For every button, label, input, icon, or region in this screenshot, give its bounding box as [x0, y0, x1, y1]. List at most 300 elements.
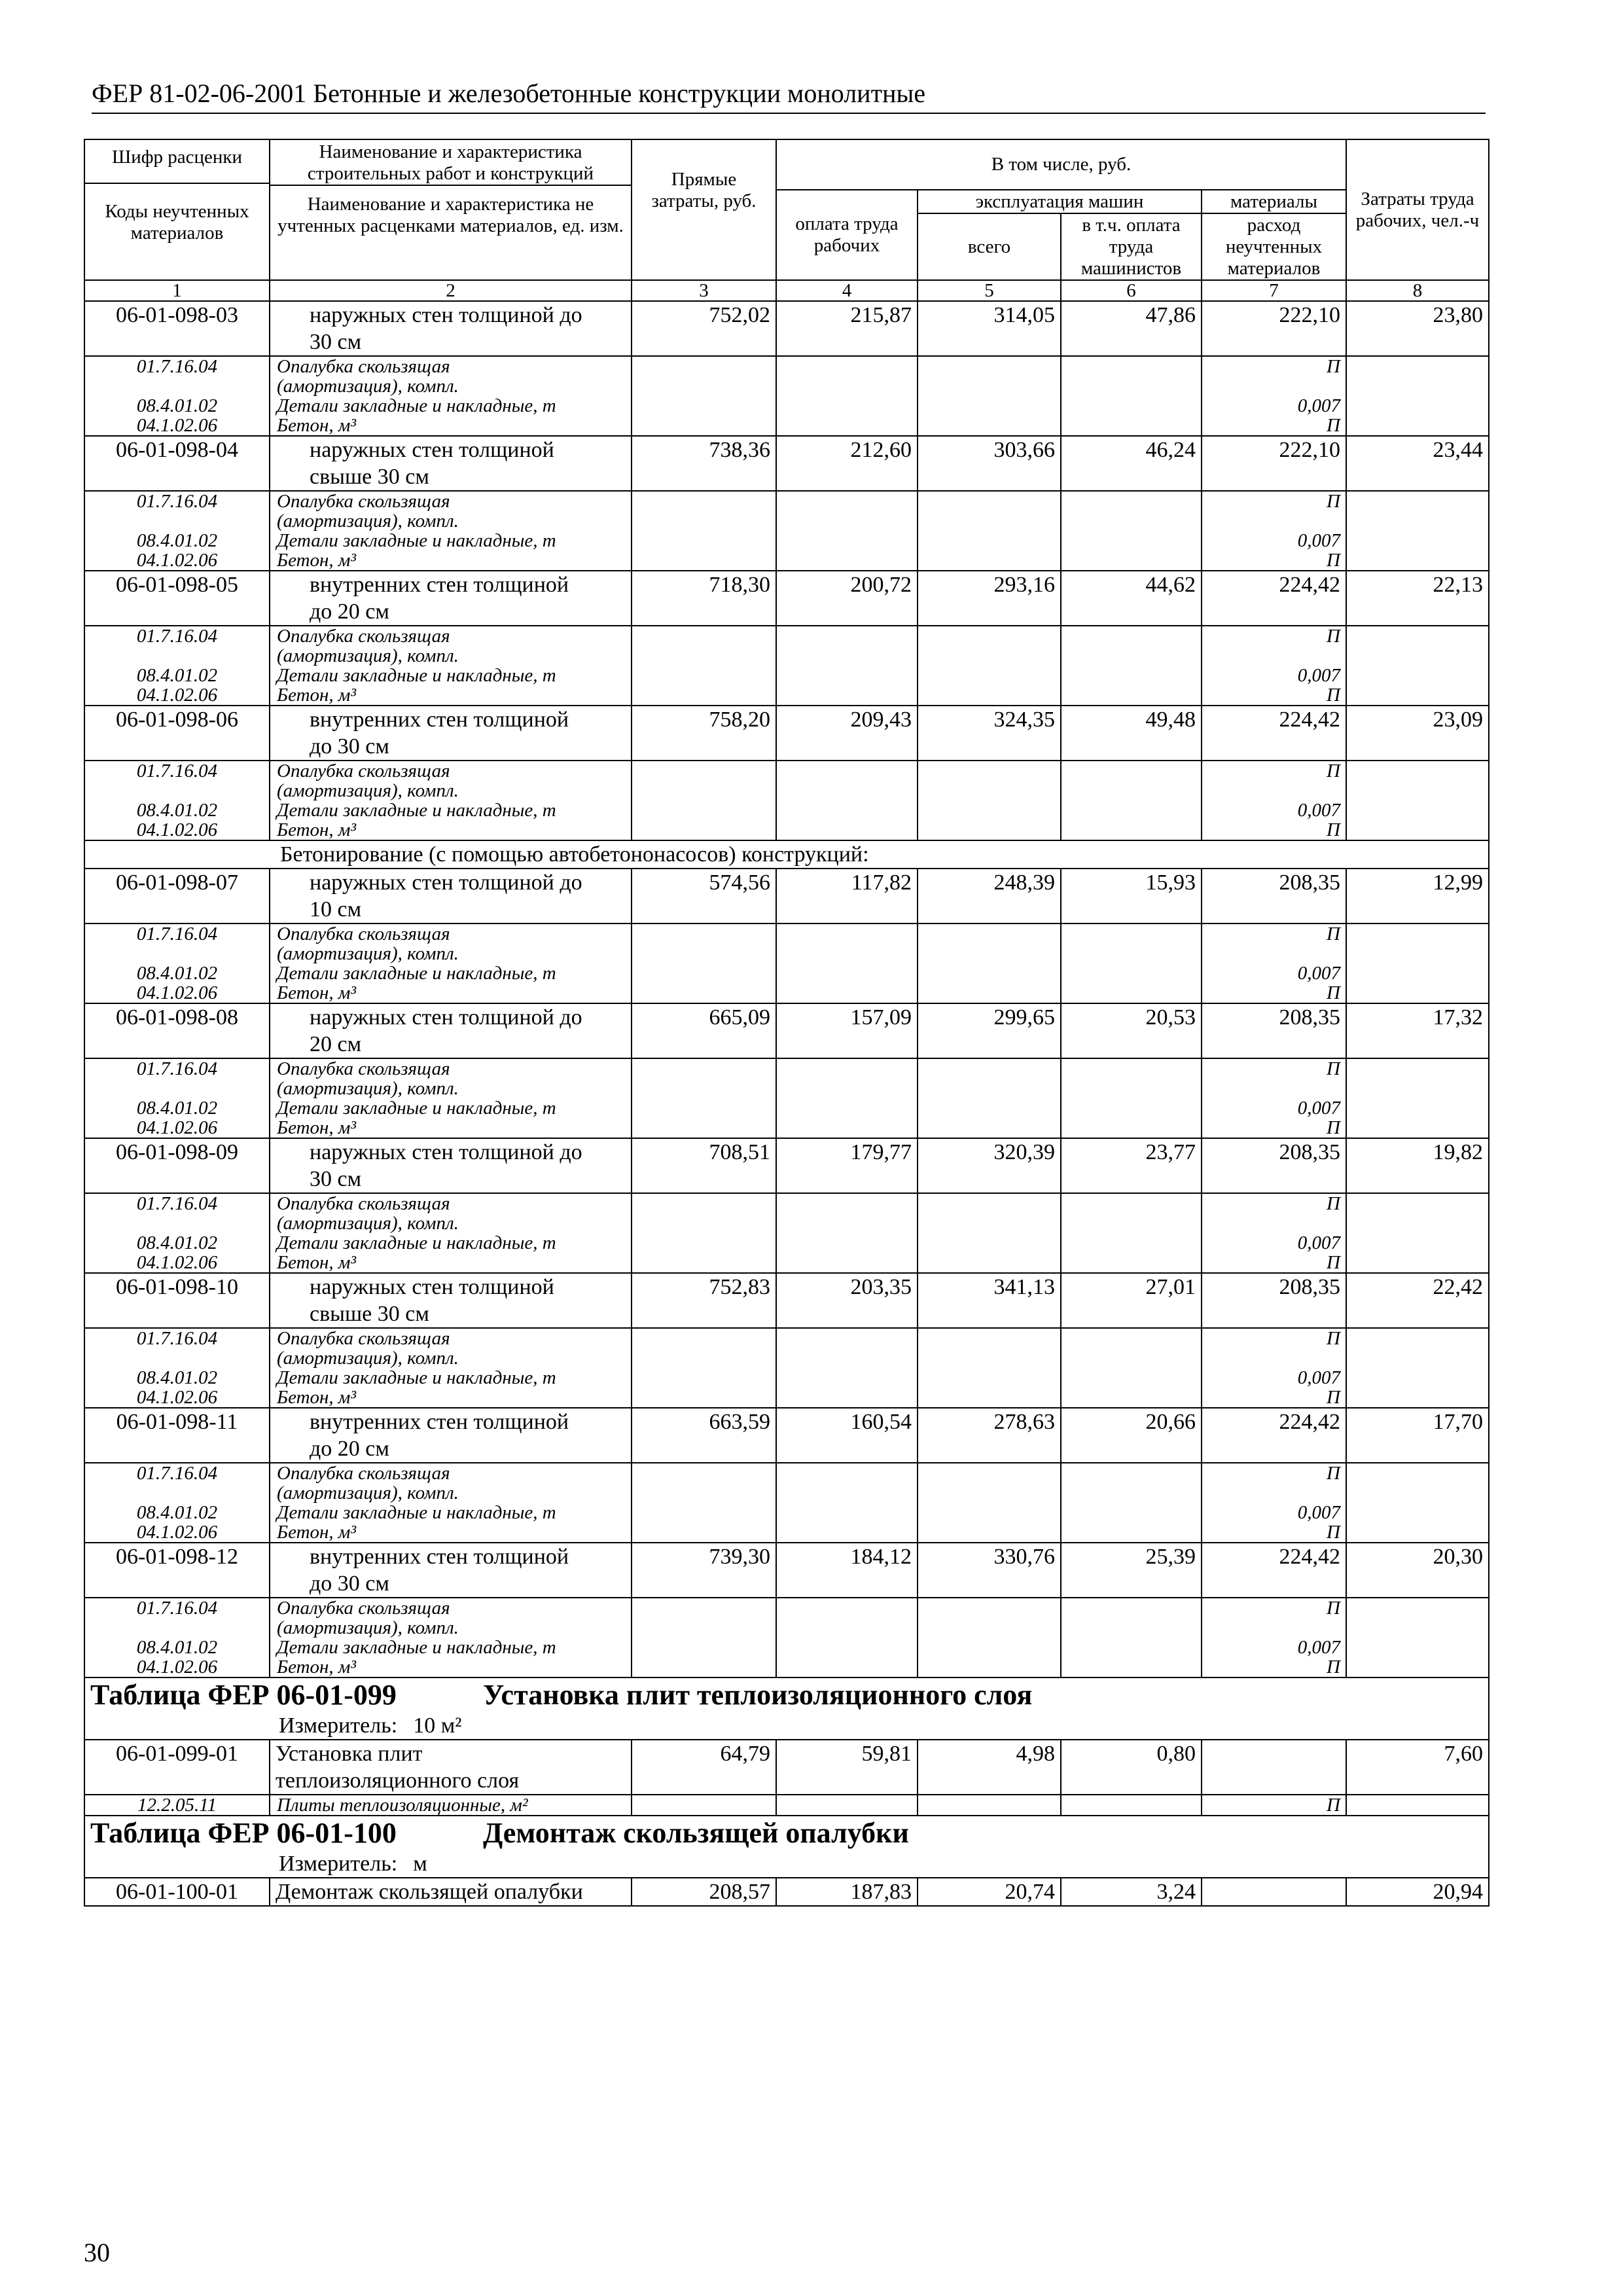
rate-direct: 758,20 [632, 706, 776, 761]
empty-cell [918, 1657, 1061, 1677]
empty-cell [632, 1795, 776, 1816]
rate-row [84, 1138, 1489, 1193]
material-name [270, 820, 632, 840]
material-code: 08.4.01.02 [84, 800, 270, 820]
material-row [84, 1795, 1489, 1816]
empty-cell [632, 1503, 776, 1522]
material-code: 04.1.02.06 [84, 685, 270, 706]
rate-name-line: теплоизоляционного слоя [276, 1768, 520, 1793]
empty-cell [632, 685, 776, 706]
material-name [270, 491, 632, 531]
empty-cell [918, 531, 1061, 550]
material-row [84, 1522, 1489, 1543]
empty-cell [918, 626, 1061, 666]
empty-cell [632, 1463, 776, 1503]
measure-unit [84, 1850, 1489, 1878]
rate-labor: 157,09 [776, 1003, 918, 1058]
empty-cell [632, 1328, 776, 1368]
material-usage: П [1202, 820, 1346, 840]
material-usage: 0,007 [1202, 1368, 1346, 1388]
material-usage-value: П [1327, 1328, 1340, 1349]
material-usage-value: П [1327, 1598, 1340, 1619]
material-name [270, 963, 632, 983]
material-name-line: Опалубка скользящая [277, 1193, 450, 1214]
empty-cell [1346, 1388, 1489, 1408]
rate-direct: 739,30 [632, 1543, 776, 1598]
empty-cell [776, 1463, 918, 1503]
table-title [84, 1677, 1489, 1712]
rate-mach: 20,74 [918, 1878, 1061, 1906]
material-row [84, 983, 1489, 1003]
material-row [84, 685, 1489, 706]
rate-name-line: внутренних стен толщиной [310, 708, 569, 732]
empty-cell [632, 1233, 776, 1253]
rate-row [84, 571, 1489, 626]
material-row [84, 1638, 1489, 1657]
empty-cell [1061, 1193, 1202, 1233]
material-usage [1202, 1058, 1346, 1098]
rate-mach-labor: 3,24 [1061, 1878, 1202, 1906]
material-name-line: Бетон, м³ [277, 1388, 357, 1408]
material-name [270, 924, 632, 963]
empty-cell [632, 356, 776, 396]
rate-mat: 208,35 [1202, 1003, 1346, 1058]
empty-cell [632, 1522, 776, 1543]
rate-row [84, 869, 1489, 924]
empty-cell [776, 924, 918, 963]
material-code: 01.7.16.04 [84, 626, 270, 666]
empty-cell [1346, 416, 1489, 436]
rate-row [84, 436, 1489, 491]
rate-labor: 184,12 [776, 1543, 918, 1598]
rate-mat: 208,35 [1202, 1273, 1346, 1328]
empty-cell [1346, 1598, 1489, 1638]
material-name-line: (амортизация), компл. [277, 1482, 459, 1503]
rate-row [84, 1740, 1489, 1795]
material-row [84, 626, 1489, 666]
empty-cell [632, 1058, 776, 1098]
header-cell-name [270, 139, 632, 280]
material-name [270, 626, 632, 666]
empty-cell [632, 416, 776, 436]
material-name [270, 1233, 632, 1253]
table-label: Таблица ФЕР 06-01-100 [90, 1817, 397, 1849]
empty-cell [632, 983, 776, 1003]
material-name [270, 1598, 632, 1638]
rate-direct: 663,59 [632, 1408, 776, 1463]
rate-hours: 17,32 [1346, 1003, 1489, 1058]
material-name-line: Опалубка скользящая [277, 924, 450, 944]
header-labor: оплата труда рабочих [776, 190, 918, 280]
rate-name-line: до 20 см [310, 600, 389, 624]
empty-cell [776, 666, 918, 685]
material-name-line: (амортизация), компл. [277, 943, 459, 963]
material-usage-value: П [1327, 1463, 1340, 1484]
empty-cell [776, 1598, 918, 1638]
material-usage: П [1202, 1795, 1346, 1816]
material-usage: 0,007 [1202, 531, 1346, 550]
empty-cell [776, 685, 918, 706]
rate-mat [1202, 1740, 1346, 1795]
material-row [84, 1657, 1489, 1677]
empty-cell [1346, 983, 1489, 1003]
material-name [270, 1522, 632, 1543]
material-row [84, 416, 1489, 436]
empty-cell [776, 1388, 918, 1408]
column-numbers-row [84, 280, 1489, 301]
column-number: 6 [1061, 280, 1202, 301]
rate-hours: 20,94 [1346, 1878, 1489, 1906]
empty-cell [632, 491, 776, 531]
rate-labor: 215,87 [776, 301, 918, 356]
material-code: 01.7.16.04 [84, 356, 270, 396]
material-name-line: Опалубка скользящая [277, 626, 450, 647]
material-name-line: Детали закладные и накладные, т [277, 531, 556, 550]
material-row [84, 356, 1489, 396]
rate-mach: 341,13 [918, 1273, 1061, 1328]
material-code: 12.2.05.11 [84, 1795, 270, 1816]
rate-name-line: свыше 30 см [310, 465, 429, 489]
rate-hours: 22,13 [1346, 571, 1489, 626]
rate-mach: 320,39 [918, 1138, 1061, 1193]
material-name [270, 761, 632, 800]
rate-name-line: наружных стен толщиной [310, 438, 554, 462]
empty-cell [1061, 550, 1202, 571]
material-usage: П [1202, 983, 1346, 1003]
rate-code: 06-01-098-10 [84, 1273, 270, 1328]
rate-name-line: наружных стен толщиной до [310, 1140, 582, 1164]
empty-cell [1061, 1522, 1202, 1543]
material-row [84, 531, 1489, 550]
empty-cell [1346, 531, 1489, 550]
material-name-line: Опалубка скользящая [277, 1463, 450, 1484]
rate-hours: 12,99 [1346, 869, 1489, 924]
material-usage: П [1202, 1657, 1346, 1677]
rate-code: 06-01-098-11 [84, 1408, 270, 1463]
empty-cell [1346, 1638, 1489, 1657]
material-name [270, 1098, 632, 1118]
measure-label: Измеритель: [279, 1713, 398, 1738]
empty-cell [776, 550, 918, 571]
rate-row [84, 301, 1489, 356]
material-row [84, 1463, 1489, 1503]
material-usage: П [1202, 1388, 1346, 1408]
empty-cell [776, 1233, 918, 1253]
material-code: 01.7.16.04 [84, 924, 270, 963]
rate-labor: 203,35 [776, 1273, 918, 1328]
empty-cell [1346, 356, 1489, 396]
material-usage [1202, 626, 1346, 666]
empty-cell [776, 1328, 918, 1368]
rate-mat: 208,35 [1202, 869, 1346, 924]
rate-mach: 278,63 [918, 1408, 1061, 1463]
empty-cell [1061, 963, 1202, 983]
rate-code: 06-01-100-01 [84, 1878, 270, 1906]
empty-cell [1061, 666, 1202, 685]
rate-row [84, 1543, 1489, 1598]
empty-cell [1061, 1388, 1202, 1408]
rate-mach-labor: 20,53 [1061, 1003, 1202, 1058]
rate-direct: 708,51 [632, 1138, 776, 1193]
measure-unit [84, 1712, 1489, 1740]
material-usage: 0,007 [1202, 666, 1346, 685]
rate-code: 06-01-098-07 [84, 869, 270, 924]
empty-cell [776, 1193, 918, 1233]
rate-direct: 665,09 [632, 1003, 776, 1058]
rate-row [84, 706, 1489, 761]
measure-value: м [413, 1852, 427, 1876]
empty-cell [776, 983, 918, 1003]
rate-name-line: наружных стен толщиной до [310, 870, 582, 895]
material-name-line: Бетон, м³ [277, 1657, 357, 1677]
material-name-line: Бетон, м³ [277, 983, 357, 1003]
empty-cell [918, 491, 1061, 531]
empty-cell [1061, 396, 1202, 416]
material-row [84, 1388, 1489, 1408]
material-name [270, 550, 632, 571]
rate-name-line: Установка плит [276, 1742, 423, 1766]
rate-direct: 738,36 [632, 436, 776, 491]
material-usage-value: П [1327, 626, 1340, 647]
material-row [84, 1598, 1489, 1638]
empty-cell [1061, 820, 1202, 840]
rate-mat: 222,10 [1202, 301, 1346, 356]
material-usage: 0,007 [1202, 800, 1346, 820]
material-code: 08.4.01.02 [84, 531, 270, 550]
material-name-line: Детали закладные и накладные, т [277, 1098, 556, 1118]
column-number: 5 [918, 280, 1061, 301]
material-row [84, 963, 1489, 983]
rate-name [270, 1740, 632, 1795]
empty-cell [776, 531, 918, 550]
material-row [84, 1098, 1489, 1118]
material-row [84, 1118, 1489, 1138]
empty-cell [918, 1118, 1061, 1138]
empty-cell [632, 550, 776, 571]
rate-name-line: 30 см [310, 1167, 362, 1191]
empty-cell [632, 761, 776, 800]
rate-code: 06-01-098-03 [84, 301, 270, 356]
rate-name [270, 301, 632, 356]
material-code: 08.4.01.02 [84, 666, 270, 685]
rate-mach-labor: 47,86 [1061, 301, 1202, 356]
measure-row [84, 1712, 1489, 1740]
empty-cell [1346, 1118, 1489, 1138]
empty-cell [776, 416, 918, 436]
rate-name-line: Демонтаж скользящей опалубки [276, 1880, 583, 1904]
material-name-line: (амортизация), компл. [277, 780, 459, 800]
material-code: 04.1.02.06 [84, 1522, 270, 1543]
empty-cell [632, 1657, 776, 1677]
empty-cell [918, 666, 1061, 685]
header-hours: Затраты труда рабочих, чел.-ч [1346, 139, 1489, 280]
rate-name-line: наружных стен толщиной до [310, 1005, 582, 1030]
material-name [270, 1463, 632, 1503]
empty-cell [632, 1638, 776, 1657]
material-row [84, 1193, 1489, 1233]
material-row [84, 491, 1489, 531]
empty-cell [918, 416, 1061, 436]
empty-cell [776, 1657, 918, 1677]
rate-mach-labor: 27,01 [1061, 1273, 1202, 1328]
rate-name [270, 436, 632, 491]
material-name [270, 1795, 632, 1816]
material-name-line: Опалубка скользящая [277, 1058, 450, 1079]
material-name-line: Опалубка скользящая [277, 356, 450, 377]
rate-direct: 718,30 [632, 571, 776, 626]
material-name [270, 983, 632, 1003]
header-code-label: Шифр расценки [85, 140, 269, 184]
material-name [270, 531, 632, 550]
material-name-line: (амортизация), компл. [277, 1213, 459, 1233]
material-name [270, 1253, 632, 1273]
empty-cell [918, 1463, 1061, 1503]
empty-cell [776, 761, 918, 800]
empty-cell [1061, 1098, 1202, 1118]
empty-cell [632, 531, 776, 550]
rate-name-line: 20 см [310, 1032, 362, 1056]
rate-name [270, 1408, 632, 1463]
material-row [84, 666, 1489, 685]
empty-cell [918, 1193, 1061, 1233]
table-title-row [84, 1677, 1489, 1712]
empty-cell [918, 761, 1061, 800]
material-code: 01.7.16.04 [84, 1598, 270, 1638]
rate-name-line: 10 см [310, 897, 362, 922]
rate-mach: 299,65 [918, 1003, 1061, 1058]
rate-mat: 224,42 [1202, 706, 1346, 761]
rate-mach-labor: 0,80 [1061, 1740, 1202, 1795]
rate-code: 06-01-098-09 [84, 1138, 270, 1193]
material-name-line: Детали закладные и накладные, т [277, 396, 556, 416]
header-mach-total: всего [918, 213, 1061, 280]
empty-cell [918, 983, 1061, 1003]
empty-cell [1061, 1503, 1202, 1522]
rate-labor: 179,77 [776, 1138, 918, 1193]
rate-mat: 224,42 [1202, 1408, 1346, 1463]
empty-cell [1061, 1638, 1202, 1657]
empty-cell [776, 820, 918, 840]
rate-name [270, 1003, 632, 1058]
column-number: 4 [776, 280, 918, 301]
table-title-row [84, 1816, 1489, 1850]
rate-code: 06-01-098-12 [84, 1543, 270, 1598]
material-name [270, 1657, 632, 1677]
running-header: ФЕР 81-02-06-2001 Бетонные и железобетонные конструкции монолитные [92, 77, 1486, 114]
empty-cell [1061, 626, 1202, 666]
empty-cell [776, 1522, 918, 1543]
material-name [270, 1328, 632, 1368]
empty-cell [776, 396, 918, 416]
rate-mach: 314,05 [918, 301, 1061, 356]
material-name-line: Бетон, м³ [277, 1118, 357, 1138]
material-name [270, 1368, 632, 1388]
empty-cell [1346, 820, 1489, 840]
material-name-line: Детали закладные и накладные, т [277, 1638, 556, 1657]
material-code: 01.7.16.04 [84, 1193, 270, 1233]
rate-name-line: внутренних стен толщиной [310, 1410, 569, 1434]
empty-cell [632, 924, 776, 963]
material-name [270, 1118, 632, 1138]
rate-labor: 187,83 [776, 1878, 918, 1906]
material-row [84, 1368, 1489, 1388]
material-usage: П [1202, 1522, 1346, 1543]
material-usage-value: П [1327, 1058, 1340, 1079]
header-direct: Прямые затраты, руб. [632, 139, 776, 280]
empty-cell [776, 1638, 918, 1657]
material-usage-value: П [1327, 1193, 1340, 1214]
material-usage-value: П [1327, 924, 1340, 944]
table-name: Демонтаж скользящей опалубки [483, 1817, 909, 1849]
header-mat-name-label: Наименование и характеристика не учтенных расценками материалов, ед. изм. [277, 194, 624, 236]
empty-cell [1346, 1795, 1489, 1816]
material-name-line: Бетон, м³ [277, 1522, 357, 1543]
empty-cell [1061, 1368, 1202, 1388]
empty-cell [918, 963, 1061, 983]
material-name [270, 1638, 632, 1657]
empty-cell [1346, 396, 1489, 416]
measure-value: 10 м² [413, 1713, 462, 1738]
empty-cell [1346, 550, 1489, 571]
rate-mat [1202, 1878, 1346, 1906]
rate-row [84, 1273, 1489, 1328]
rate-mach: 330,76 [918, 1543, 1061, 1598]
header-mach-labor: в т.ч. оплата труда машинистов [1061, 213, 1202, 280]
material-row [84, 1328, 1489, 1368]
rate-mach-labor: 20,66 [1061, 1408, 1202, 1463]
material-code: 08.4.01.02 [84, 1638, 270, 1657]
material-usage: 0,007 [1202, 1503, 1346, 1522]
empty-cell [1346, 685, 1489, 706]
rate-name-line: наружных стен толщиной [310, 1275, 554, 1299]
material-usage [1202, 356, 1346, 396]
empty-cell [1061, 761, 1202, 800]
column-number: 7 [1202, 280, 1346, 301]
material-name-line: Опалубка скользящая [277, 491, 450, 512]
empty-cell [1061, 531, 1202, 550]
material-name-line: Плиты теплоизоляционные, м² [277, 1795, 528, 1816]
empty-cell [632, 1368, 776, 1388]
rate-name-line: 30 см [310, 330, 362, 354]
material-name-line: (амортизация), компл. [277, 1617, 459, 1638]
rate-mach: 4,98 [918, 1740, 1061, 1795]
empty-cell [776, 626, 918, 666]
empty-cell [776, 1795, 918, 1816]
rate-code: 06-01-098-08 [84, 1003, 270, 1058]
empty-cell [1061, 1657, 1202, 1677]
empty-cell [918, 1233, 1061, 1253]
empty-cell [1061, 356, 1202, 396]
empty-cell [918, 550, 1061, 571]
material-name [270, 356, 632, 396]
material-row [84, 1503, 1489, 1522]
material-code: 01.7.16.04 [84, 1058, 270, 1098]
material-name-line: (амортизация), компл. [277, 645, 459, 666]
rate-mat: 224,42 [1202, 1543, 1346, 1598]
rate-name [270, 869, 632, 924]
empty-cell [1061, 1795, 1202, 1816]
material-name-line: Детали закладные и накладные, т [277, 1233, 556, 1253]
empty-cell [918, 356, 1061, 396]
empty-cell [918, 1368, 1061, 1388]
material-code: 04.1.02.06 [84, 1388, 270, 1408]
empty-cell [632, 396, 776, 416]
material-usage: П [1202, 1253, 1346, 1273]
material-code: 04.1.02.06 [84, 983, 270, 1003]
rate-hours: 22,42 [1346, 1273, 1489, 1328]
material-name [270, 1388, 632, 1408]
empty-cell [632, 1598, 776, 1638]
